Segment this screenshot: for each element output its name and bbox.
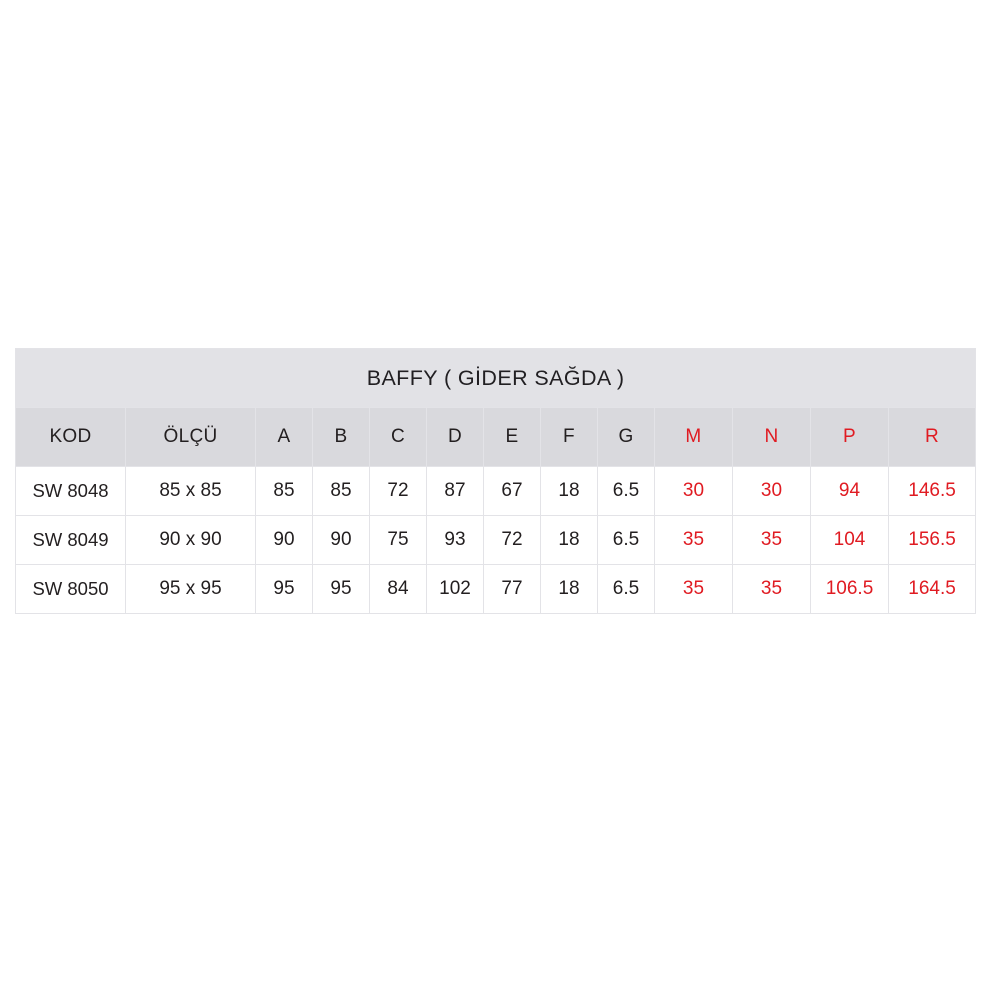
cell-a: 90 [256, 516, 313, 565]
cell-m: 35 [655, 516, 733, 565]
cell-b: 85 [313, 467, 370, 516]
cell-f: 18 [541, 467, 598, 516]
column-header-f: F [541, 408, 598, 467]
cell-b: 95 [313, 565, 370, 614]
table-title-row [16, 349, 976, 408]
column-header-b: B [313, 408, 370, 467]
cell-c: 84 [370, 565, 427, 614]
cell-olcu: 85 x 85 [126, 467, 256, 516]
cell-f: 18 [541, 516, 598, 565]
cell-g: 6.5 [598, 565, 655, 614]
cell-r: 156.5 [889, 516, 976, 565]
cell-olcu: 95 x 95 [126, 565, 256, 614]
cell-kod: SW 8048 [16, 467, 126, 516]
cell-r: 146.5 [889, 467, 976, 516]
cell-d: 87 [427, 467, 484, 516]
cell-olcu: 90 x 90 [126, 516, 256, 565]
cell-a: 95 [256, 565, 313, 614]
column-header-kod: KOD [16, 408, 126, 467]
column-header-r: R [889, 408, 976, 467]
column-header-n: N [733, 408, 811, 467]
table-header-row [16, 408, 976, 467]
column-header-d: D [427, 408, 484, 467]
cell-m: 30 [655, 467, 733, 516]
column-header-c: C [370, 408, 427, 467]
cell-e: 77 [484, 565, 541, 614]
table-row [16, 467, 976, 516]
cell-c: 75 [370, 516, 427, 565]
column-header-a: A [256, 408, 313, 467]
cell-m: 35 [655, 565, 733, 614]
column-header-g: G [598, 408, 655, 467]
cell-g: 6.5 [598, 516, 655, 565]
cell-n: 35 [733, 516, 811, 565]
cell-r: 164.5 [889, 565, 976, 614]
cell-p: 94 [811, 467, 889, 516]
column-header-p: P [811, 408, 889, 467]
cell-d: 93 [427, 516, 484, 565]
cell-kod: SW 8049 [16, 516, 126, 565]
table-row [16, 565, 976, 614]
column-header-e: E [484, 408, 541, 467]
cell-b: 90 [313, 516, 370, 565]
column-header-m: M [655, 408, 733, 467]
spec-table-container [15, 348, 975, 614]
cell-g: 6.5 [598, 467, 655, 516]
cell-n: 30 [733, 467, 811, 516]
cell-p: 106.5 [811, 565, 889, 614]
column-header-olcu: ÖLÇÜ [126, 408, 256, 467]
cell-a: 85 [256, 467, 313, 516]
cell-p: 104 [811, 516, 889, 565]
cell-e: 67 [484, 467, 541, 516]
cell-e: 72 [484, 516, 541, 565]
cell-d: 102 [427, 565, 484, 614]
cell-f: 18 [541, 565, 598, 614]
table-title: BAFFY ( GİDER SAĞDA ) [16, 349, 976, 408]
cell-kod: SW 8050 [16, 565, 126, 614]
cell-n: 35 [733, 565, 811, 614]
dimension-spec-table [15, 348, 976, 614]
table-row [16, 516, 976, 565]
cell-c: 72 [370, 467, 427, 516]
